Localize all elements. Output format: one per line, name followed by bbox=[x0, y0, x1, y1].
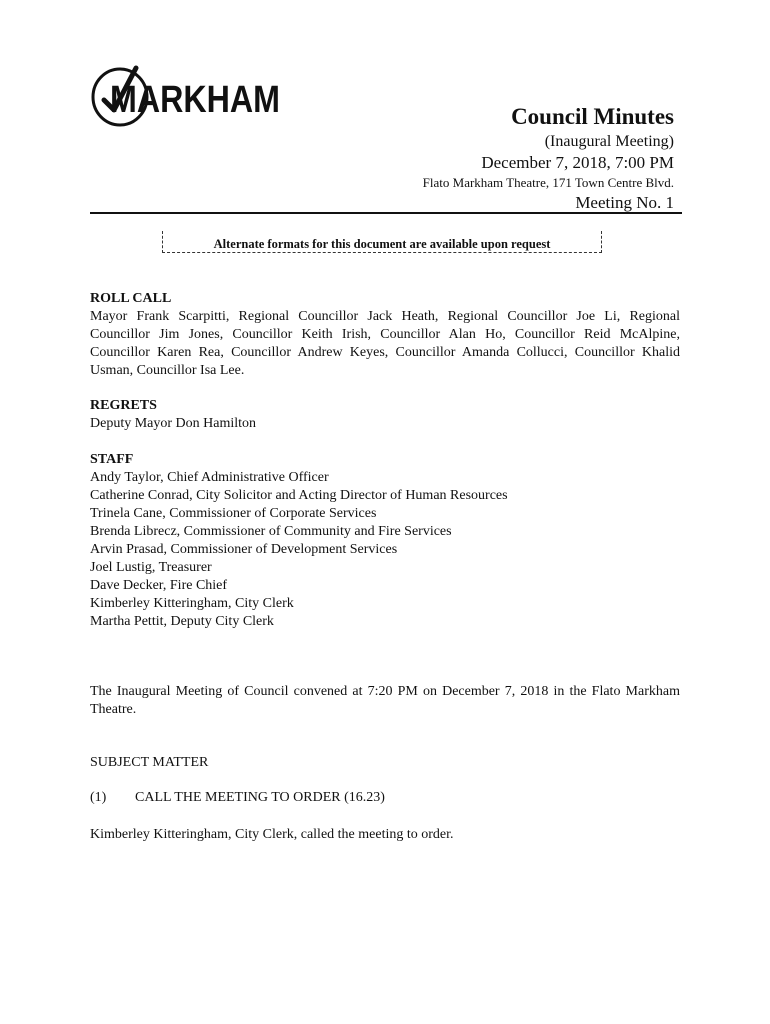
roll-call-text: Mayor Frank Scarpitti, Regional Councillor Jack Heath, Regional Councillor Joe Li, Regional Councillor Jim Jones, Councillor Keith Irish, Councillor Alan Ho, Councillor Reid McAlpine, Councillor Karen Rea, Councillor Andrew Keyes, Councillor Amanda Collucci, Councillor Khalid Usman, Councillor Isa Lee. bbox=[90, 309, 680, 378]
agenda-item-title: CALL THE MEETING TO ORDER (16.23) bbox=[135, 790, 385, 805]
staff-member: Trinela Cane, Commissioner of Corporate Services bbox=[90, 506, 377, 521]
staff-member: Dave Decker, Fire Chief bbox=[90, 578, 228, 593]
staff-member: Martha Pettit, Deputy City Clerk bbox=[90, 614, 274, 629]
staff-member: Kimberley Kitteringham, City Clerk bbox=[90, 596, 294, 611]
alternate-formats-notice: Alternate formats for this document are available upon request bbox=[162, 231, 602, 253]
meeting-type: (Inaugural Meeting) bbox=[544, 133, 674, 150]
svg-text:MARKHAM: MARKHAM bbox=[110, 79, 280, 121]
regrets-heading: REGRETS bbox=[90, 398, 157, 413]
staff-member: Andy Taylor, Chief Administrative Officer bbox=[90, 470, 329, 485]
subject-matter-heading: SUBJECT MATTER bbox=[90, 755, 209, 770]
staff-member: Brenda Librecz, Commissioner of Community and Fire Services bbox=[90, 524, 452, 539]
staff-member: Catherine Conrad, City Solicitor and Acting Director of Human Resources bbox=[90, 488, 508, 503]
staff-member: Arvin Prasad, Commissioner of Development Services bbox=[90, 542, 398, 557]
document-title: Council Minutes bbox=[511, 104, 674, 129]
agenda-item-number: (1) bbox=[90, 790, 107, 805]
header-divider bbox=[90, 212, 682, 214]
markham-logo bbox=[90, 62, 286, 132]
staff-member: Joel Lustig, Treasurer bbox=[90, 560, 212, 575]
roll-call-heading: ROLL CALL bbox=[90, 291, 172, 306]
meeting-date: December 7, 2018, 7:00 PM bbox=[481, 153, 674, 172]
agenda-item bbox=[90, 790, 385, 806]
agenda-item-text: Kimberley Kitteringham, City Clerk, called the meeting to order. bbox=[90, 827, 454, 842]
roll-call-section bbox=[90, 290, 680, 380]
staff-heading: STAFF bbox=[90, 452, 134, 467]
meeting-location: Flato Markham Theatre, 171 Town Centre Blvd. bbox=[422, 175, 674, 190]
meeting-number: Meeting No. 1 bbox=[575, 193, 674, 212]
regrets-section bbox=[90, 397, 680, 433]
convened-paragraph: The Inaugural Meeting of Council convened at 7:20 PM on December 7, 2018 in the Flato Markham Theatre. bbox=[90, 684, 680, 717]
staff-section bbox=[90, 451, 680, 631]
regrets-text: Deputy Mayor Don Hamilton bbox=[90, 416, 257, 431]
